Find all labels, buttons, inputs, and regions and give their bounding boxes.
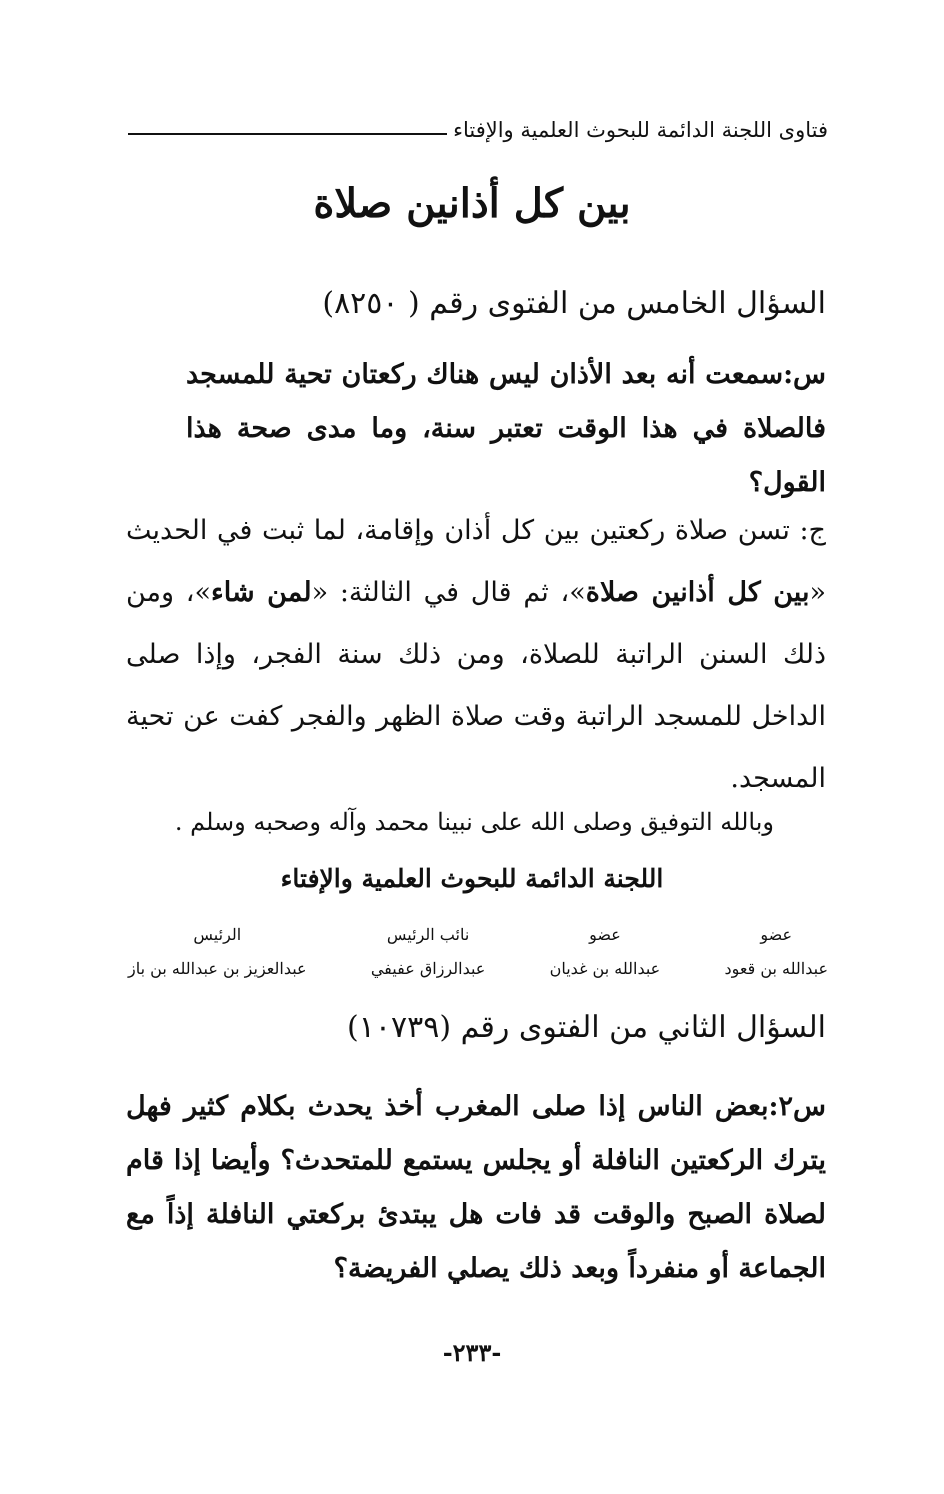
signatory-name: عبدالرزاق عفيفي	[370, 959, 486, 978]
chapter-title: بين كل أذانين صلاة	[313, 180, 631, 227]
signatory-name: عبدالله بن قعود	[724, 959, 828, 978]
closing-formula: وبالله التوفيق وصلى الله على نبينا محمد وآله وصحبه وسلم .	[174, 808, 774, 836]
signatory-role: الرئيس	[193, 925, 242, 944]
signatory	[724, 918, 828, 988]
hadith-quote-2: لمن شاء	[211, 577, 312, 608]
answer-text-part-1: ج: تسن صلاة ركعتين بين كل أذان وإقامة، لما ثبت في الحديث «	[126, 515, 826, 608]
signatories	[128, 918, 828, 988]
signatory-name: عبدالعزيز بن عبدالله بن باز	[128, 959, 307, 978]
signatory-role: عضو	[589, 925, 621, 944]
fatwa-reference-2: السؤال الثاني من الفتوى رقم (١٠٧٣٩)	[347, 1010, 826, 1045]
header-rule	[128, 133, 447, 135]
signatory-role: نائب الرئيس	[386, 925, 470, 944]
answer-text-part-3: »، ومن ذلك السنن الراتبة للصلاة، ومن ذلك سنة الفجر، وإذا صلى الداخل للمسجد الراتبة وقت صلاة الظهر والفجر كفت عن تحية المسجد.	[126, 577, 826, 794]
page-number: -٢٣٣-	[442, 1338, 502, 1367]
question-1: س:سمعت أنه بعد الأذان ليس هناك ركعتان تحية للمسجد فالصلاة في هذا الوقت تعتبر سنة، وما مدى صحة هذا القول؟	[186, 359, 826, 498]
signatory-name: عبدالله بن غديان	[549, 959, 661, 978]
committee-name: اللجنة الدائمة للبحوث العلمية والإفتاء	[280, 864, 664, 893]
signatory	[550, 918, 661, 988]
answer-1	[126, 500, 826, 810]
signatory-role: عضو	[760, 925, 793, 944]
running-header	[128, 112, 828, 148]
hadith-quote-1: بين كل أذانين صلاة	[585, 577, 810, 608]
fatwa-reference-1: السؤال الخامس من الفتوى رقم ( ٨٢٥٠)	[322, 286, 826, 321]
running-title: فتاوى اللجنة الدائمة للبحوث العلمية والإفتاء	[453, 118, 828, 142]
signatory	[128, 918, 307, 988]
signatory	[371, 918, 486, 988]
answer-text-part-2: »، ثم قال في الثالثة: «	[311, 577, 586, 608]
question-2: س٢:بعض الناس إذا صلى المغرب أخذ يحدث بكلام كثير فهل يترك الركعتين النافلة أو يجلس يستمع للمتحدث؟ وأيضا إذا قام لصلاة الصبح والوقت قد فات هل يبتدئ بركعتي النافلة إذاً مع الجماعة أو منفرداً وبعد ذلك يصلي الفريضة؟	[126, 1091, 826, 1284]
